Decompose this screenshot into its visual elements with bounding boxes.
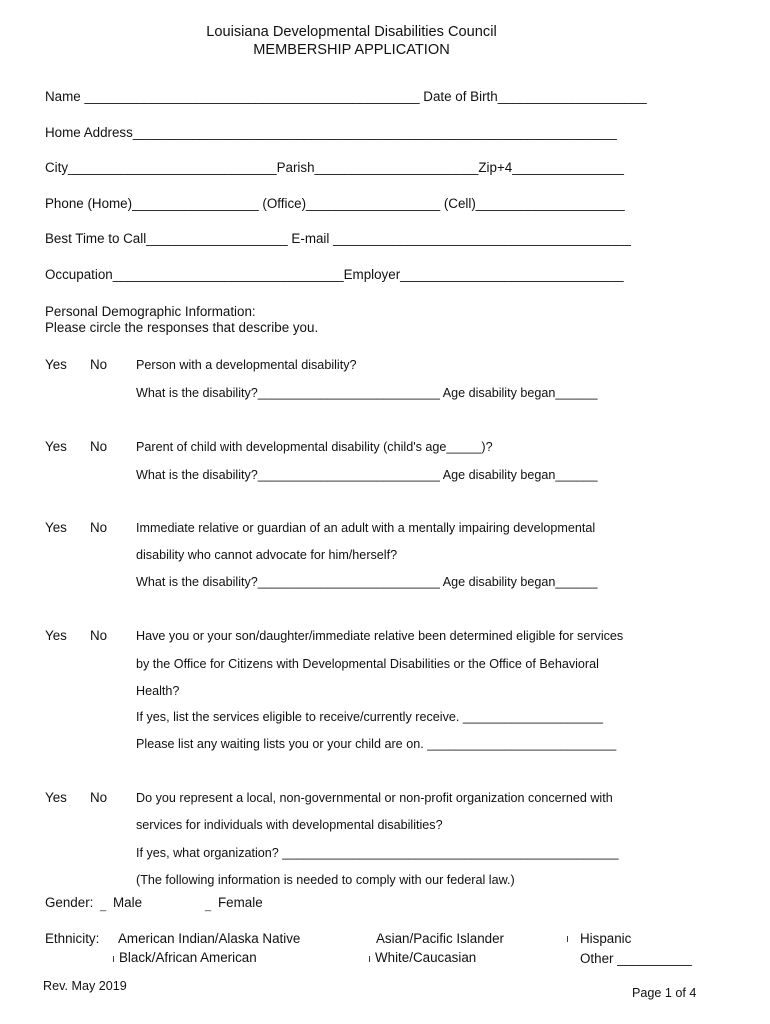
q4-question-line2: by the Office for Citizens with Developmental Disabilities or the Office of Behavioral <box>136 657 599 671</box>
gender-female: Female <box>218 895 263 910</box>
demographic-heading: Personal Demographic Information: <box>45 304 256 319</box>
q1-disability-line[interactable]: What is the disability?__________________________ Age disability began______ <box>136 386 598 400</box>
phone-line[interactable]: Phone (Home)_________________ (Office)__________________ (Cell)____________________ <box>45 196 625 211</box>
gender-male: Male <box>113 895 143 910</box>
q4-question-line1: Have you or your son/daughter/immediate relative been determined eligible for services <box>136 629 624 643</box>
best-time-email-line[interactable]: Best Time to Call___________________ E-mail ________________________________________ <box>45 231 631 246</box>
q5-organization-line[interactable]: If yes, what organization? ________________________________________________ <box>136 846 619 860</box>
q2-no[interactable]: No <box>90 439 108 454</box>
org-title: Louisiana Developmental Disabilities Council <box>206 24 497 40</box>
hispanic-checkbox-icon[interactable]: ı <box>566 933 570 945</box>
ethnicity-asian[interactable]: Asian/Pacific Islander <box>376 931 505 946</box>
q3-question-line2: disability who cannot advocate for him/herself? <box>136 548 398 562</box>
male-checkbox-icon[interactable]: _ <box>100 900 107 912</box>
q3-disability-line[interactable]: What is the disability?__________________________ Age disability began______ <box>136 575 598 589</box>
q1-yes[interactable]: Yes <box>45 357 67 372</box>
q3-no[interactable]: No <box>90 520 108 535</box>
ethnicity-other[interactable]: Other __________ <box>580 951 692 966</box>
ethnicity-hispanic[interactable]: Hispanic <box>580 931 632 946</box>
home-address-line[interactable]: Home Address_________________________________________________________________ <box>45 125 617 140</box>
form-title: MEMBERSHIP APPLICATION <box>253 42 450 58</box>
white-checkbox-icon[interactable]: ı <box>368 953 372 965</box>
q3-yes[interactable]: Yes <box>45 520 67 535</box>
gender-label: Gender: <box>45 895 94 910</box>
ethnicity-black[interactable]: Black/African American <box>119 950 257 965</box>
q4-yes[interactable]: Yes <box>45 628 67 643</box>
q4-no[interactable]: No <box>90 628 108 643</box>
female-checkbox-icon[interactable]: _ <box>205 900 212 912</box>
q3-question-line1: Immediate relative or guardian of an adult with a mentally impairing developmental <box>136 521 596 535</box>
q1-no[interactable]: No <box>90 357 108 372</box>
q4-question-line3: Health? <box>136 684 180 698</box>
city-parish-zip-line[interactable]: City____________________________Parish______________________Zip+4_______________ <box>45 160 624 175</box>
ethnicity-label: Ethnicity: <box>45 931 100 946</box>
q5-yes[interactable]: Yes <box>45 790 67 805</box>
occupation-employer-line[interactable]: Occupation_______________________________Employer______________________________ <box>45 267 624 282</box>
name-dob-line[interactable]: Name _____________________________________________ Date of Birth____________________ <box>45 89 647 104</box>
q4-waiting-list-line[interactable]: Please list any waiting lists you or your child are on. ___________________________ <box>136 737 617 751</box>
black-checkbox-icon[interactable]: ı <box>112 953 116 965</box>
q5-question-line1: Do you represent a local, non-governmental or non-profit organization concerned with <box>136 791 613 805</box>
revision-note: Rev. May 2019 <box>43 979 127 993</box>
q2-question: Parent of child with developmental disability (child's age_____)? <box>136 440 493 454</box>
q5-no[interactable]: No <box>90 790 108 805</box>
ethnicity-white[interactable]: White/Caucasian <box>375 950 477 965</box>
q4-services-line[interactable]: If yes, list the services eligible to receive/currently receive. ____________________ <box>136 710 603 724</box>
ethnicity-american-indian[interactable]: American Indian/Alaska Native <box>118 931 301 946</box>
q2-disability-line[interactable]: What is the disability?__________________________ Age disability began______ <box>136 468 598 482</box>
demographic-instruction: Please circle the responses that describe you. <box>45 320 319 335</box>
q2-yes[interactable]: Yes <box>45 439 67 454</box>
q5-question-line2: services for individuals with developmental disabilities? <box>136 818 443 832</box>
federal-law-note: (The following information is needed to comply with our federal law.) <box>136 873 515 887</box>
page-number: Page 1 of 4 <box>632 986 697 1000</box>
q1-question: Person with a developmental disability? <box>136 358 357 372</box>
